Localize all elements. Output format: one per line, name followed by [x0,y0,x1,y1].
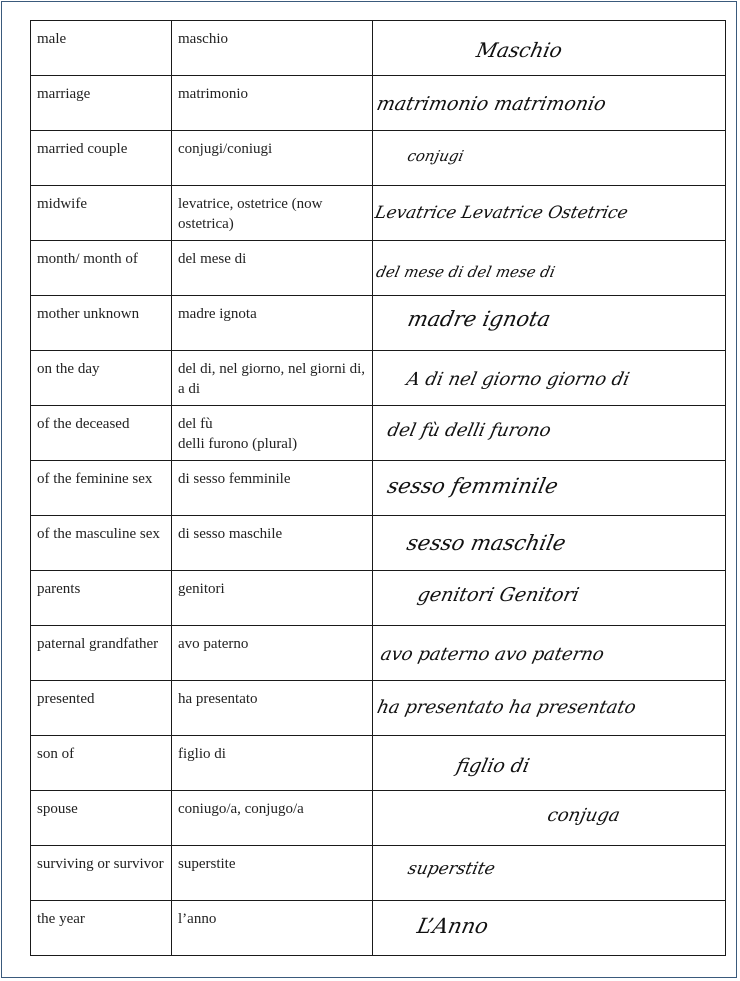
table-row [31,516,726,571]
english-term-cell [31,571,172,626]
italian-term-cell [172,351,373,406]
english-term-cell [31,461,172,516]
handwriting-text: Maschio [474,38,565,62]
english-term: marriage [37,86,91,102]
english-term: of the feminine sex [37,471,153,487]
handwriting-sample [373,461,725,515]
italian-term: di sesso maschile [178,526,283,542]
handwriting-text: Levatrice Levatrice Ostetrice [373,203,630,223]
table-row [31,21,726,76]
handwriting-sample [373,626,725,680]
handwriting-text: superstite [405,859,497,879]
italian-term: avo paterno [178,636,249,652]
italian-term: del di, nel giorno, nel giorni di, a di [178,361,366,397]
handwriting-sample-cell [373,901,726,956]
table-row [31,296,726,351]
table-row [31,626,726,681]
italian-term-cell [172,241,373,296]
handwriting-sample [373,736,725,790]
table-row [31,791,726,846]
english-term: paternal grandfather [37,636,159,652]
italian-term: matrimonio [178,86,248,102]
handwriting-sample-cell [373,186,726,241]
italian-term: del mese di [178,251,247,267]
handwriting-text: L’Anno [414,914,491,939]
english-term: month/ month of [37,251,138,267]
handwriting-sample [373,791,725,845]
english-term: surviving or survivor [37,856,164,872]
handwriting-sample-cell [373,406,726,461]
italian-term: coniugo/a, conjugo/a [178,801,304,817]
table-row [31,901,726,956]
table-row [31,76,726,131]
english-term: male [37,31,67,47]
handwriting-sample [373,241,725,295]
english-term: son of [37,746,75,762]
handwriting-sample-cell [373,681,726,736]
italian-term-cell [172,131,373,186]
handwriting-sample [373,21,725,75]
italian-term: del fù delli furono (plural) [178,416,298,452]
italian-term-cell [172,186,373,241]
handwriting-sample [373,516,725,570]
table-row [31,571,726,626]
english-term: married couple [37,141,128,157]
english-term-cell [31,846,172,901]
italian-term: superstite [178,856,236,872]
english-term: mother unknown [37,306,140,322]
handwriting-sample-cell [373,846,726,901]
italian-term-cell [172,516,373,571]
handwriting-sample-cell [373,351,726,406]
handwriting-sample [373,901,725,955]
english-term: on the day [37,361,100,377]
italian-term-cell [172,791,373,846]
handwriting-sample-cell [373,296,726,351]
table-row [31,681,726,736]
handwriting-sample-cell [373,571,726,626]
handwriting-sample-cell [373,76,726,131]
handwriting-text: genitori Genitori [415,583,582,606]
handwriting-sample [373,186,725,240]
english-term-cell [31,516,172,571]
italian-term: conjugi/coniugi [178,141,273,157]
handwriting-sample-cell [373,241,726,296]
handwriting-sample [373,846,725,900]
handwriting-sample [373,296,725,350]
italian-term: di sesso femminile [178,471,291,487]
english-term: of the deceased [37,416,130,432]
handwriting-text: del fù delli furono [385,420,553,441]
english-term: spouse [37,801,78,817]
italian-term: levatrice, ostetrice (now ostetrica) [178,196,323,232]
english-term-cell [31,241,172,296]
italian-term-cell [172,681,373,736]
table-row [31,241,726,296]
english-term-cell [31,791,172,846]
italian-term: ha presentato [178,691,258,707]
handwriting-sample [373,351,725,405]
italian-term: genitori [178,581,225,597]
italian-term-cell [172,626,373,681]
table-row [31,846,726,901]
handwriting-sample-cell [373,131,726,186]
handwriting-text: figlio di [454,754,532,777]
handwriting-text: del mese di del mese di [374,263,557,281]
handwriting-text: A di nel giorno giorno di [404,369,632,390]
handwriting-text: matrimonio matrimonio [374,92,609,115]
english-term-cell [31,186,172,241]
handwriting-text: sesso maschile [404,531,569,556]
english-term: parents [37,581,81,597]
english-term-cell [31,681,172,736]
italian-term-cell [172,461,373,516]
table-row [31,186,726,241]
glossary-table [30,20,726,956]
italian-term-cell [172,571,373,626]
glossary-body [31,21,726,956]
italian-term: maschio [178,31,228,47]
handwriting-sample [373,681,725,735]
handwriting-text: conjuga [545,805,622,826]
handwriting-sample-cell [373,21,726,76]
english-term-cell [31,131,172,186]
handwriting-text: ha presentato ha presentato [375,697,638,718]
table-row [31,461,726,516]
italian-term-cell [172,406,373,461]
italian-term-cell [172,21,373,76]
handwriting-sample [373,76,725,130]
handwriting-text: conjugi [405,147,466,165]
italian-term: l’anno [178,911,217,927]
handwriting-sample [373,571,725,625]
english-term-cell [31,406,172,461]
english-term-cell [31,296,172,351]
italian-term: madre ignota [178,306,257,322]
handwriting-sample [373,406,725,460]
handwriting-sample-cell [373,791,726,846]
english-term-cell [31,21,172,76]
table-row [31,736,726,791]
english-term-cell [31,351,172,406]
italian-term-cell [172,296,373,351]
handwriting-text: avo paterno avo paterno [378,644,606,665]
english-term: the year [37,911,85,927]
page-frame [1,1,737,978]
english-term-cell [31,736,172,791]
english-term-cell [31,76,172,131]
handwriting-sample-cell [373,516,726,571]
table-row [31,131,726,186]
italian-term-cell [172,76,373,131]
table-row [31,351,726,406]
italian-term-cell [172,901,373,956]
table-row [31,406,726,461]
italian-term-cell [172,846,373,901]
handwriting-sample-cell [373,461,726,516]
english-term: of the masculine sex [37,526,160,542]
handwriting-text: madre ignota [405,307,553,332]
english-term-cell [31,901,172,956]
handwriting-sample-cell [373,736,726,791]
italian-term-cell [172,736,373,791]
english-term: presented [37,691,95,707]
handwriting-sample-cell [373,626,726,681]
english-term-cell [31,626,172,681]
italian-term: figlio di [178,746,226,762]
english-term: midwife [37,196,87,212]
handwriting-text: sesso femminile [384,474,561,499]
handwriting-sample [373,131,725,185]
